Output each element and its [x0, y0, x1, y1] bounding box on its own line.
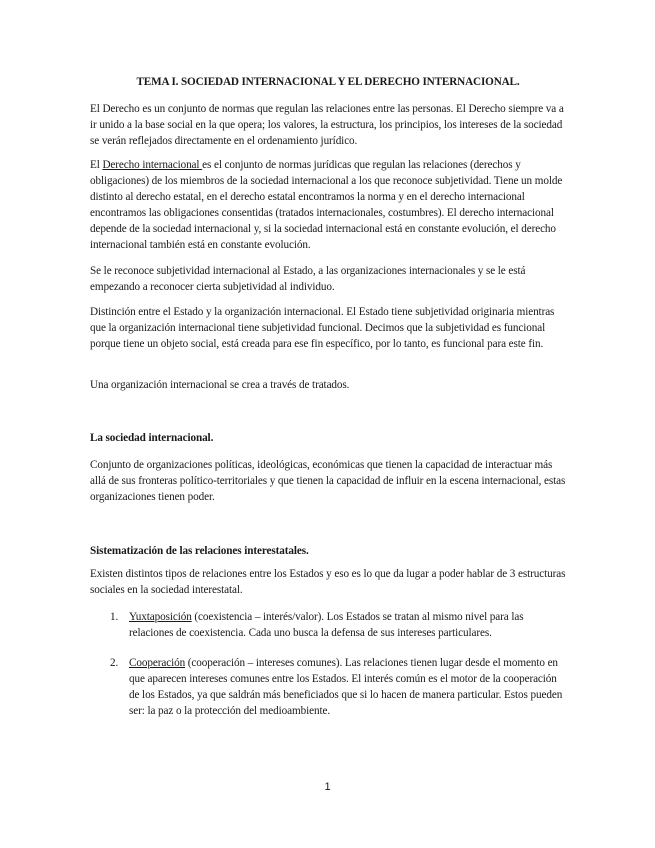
- intro-paragraph-3: Se le reconoce subjetividad internacional al Estado, a las organizaciones internacionales y se le está empezando a reconocer cierta subjetividad al individuo.: [90, 265, 526, 293]
- derecho-internacional-term: Derecho internacional: [102, 159, 203, 171]
- section-heading-sociedad-internacional: La sociedad internacional.: [90, 432, 214, 444]
- list-item-rest: (cooperación – intereses comunes). Las relaciones tienen lugar desde el momento en que aparecen intereses comunes entre los Estados. El interés común es el motor de la cooperación de los Estados, ya que saldrán más beneficiados que si lo hacen de manera particular. Estos pueden ser: la paz o la protección del medioambiente.: [129, 657, 563, 717]
- intro-paragraph-2-prefix: El: [90, 159, 103, 171]
- section-heading-sistematizacion: Sistematización de las relaciones interestatales.: [90, 545, 309, 557]
- section2-paragraph-1: Existen distintos tipos de relaciones entre los Estados y eso es lo que da lugar a poder hablar de 3 estructuras sociales en la sociedad interestatal.: [90, 568, 566, 596]
- list-item-text: [129, 609, 566, 641]
- intro-paragraph-1: El Derecho es un conjunto de normas que regulan las relaciones entre las personas. El Derecho siempre va a ir unido a la base social en la que opera; los valores, la estructura, los principios, los intereses de la sociedad se verán reflejados directamente en el ordenamiento jurídico.: [90, 103, 564, 147]
- list-item-number: 2.: [110, 657, 119, 669]
- list-item-number: 1.: [110, 611, 119, 623]
- yuxtaposicion-term: Yuxtaposición: [129, 611, 192, 623]
- intro-paragraph-2-rest: es el conjunto de normas jurídicas que regulan las relaciones (derechos y obligaciones) de los miembros de la sociedad internacional a los que reconoce subjetividad. Tiene un molde distinto al derecho estatal, en el derecho estatal encontramos la norma y en el derecho internacional encontramos las obligaciones consentidas (tratados internacionales, costumbres). El derecho internacional depende de la sociedad internacional y, si la sociedad internacional está en constante evolución, el derecho internacional también está en constante evolución.: [90, 159, 563, 251]
- page-title: TEMA I. SOCIEDAD INTERNACIONAL Y EL DERECHO INTERNACIONAL.: [136, 76, 520, 88]
- intro-paragraph-2: [90, 157, 566, 253]
- page-number: 1: [324, 781, 331, 793]
- intro-paragraph-5: Una organización internacional se crea a través de tratados.: [90, 379, 350, 391]
- list-item-rest: (coexistencia – interés/valor). Los Estados se tratan al mismo nivel para las relaciones de coexistencia. Cada uno busca la defensa de sus intereses particulares.: [129, 611, 524, 639]
- list-item-text: [129, 655, 566, 719]
- section1-paragraph-1: Conjunto de organizaciones políticas, ideológicas, económicas que tienen la capacidad de interactuar más allá de sus fronteras político-territoriales y que tienen la capacidad de influir en la escena internacional, estas organizaciones tienen poder.: [90, 459, 566, 503]
- intro-paragraph-4: Distinción entre el Estado y la organización internacional. El Estado tiene subjetividad originaria mientras que la organización internacional tiene subjetividad funcional. Decimos que la subjetividad es funcional porque tiene un objeto social, está creada para ese fin específico, por lo tanto, es funcional para este fin.: [90, 306, 555, 350]
- cooperacion-term: Cooperación: [129, 657, 186, 669]
